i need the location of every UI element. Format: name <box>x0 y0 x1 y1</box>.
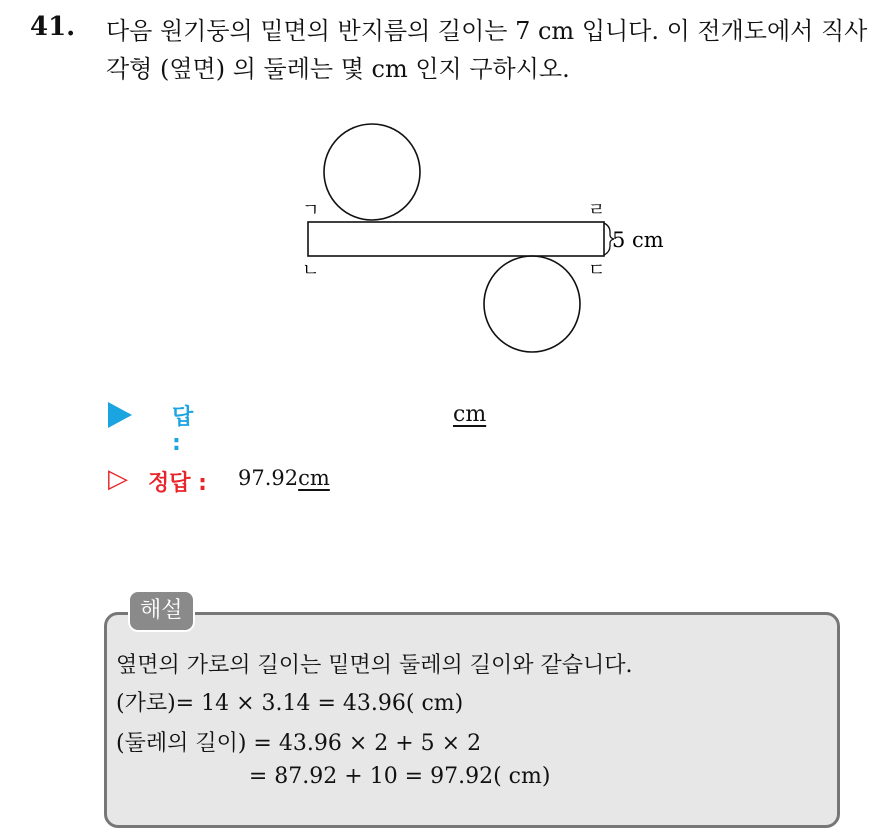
correct-value-number: 97.92 <box>238 466 299 490</box>
answer-blank-unit: cm <box>453 402 487 427</box>
height-label: 5 cm <box>612 228 664 252</box>
question-number: 41. <box>30 12 76 42</box>
cylinder-net-svg <box>290 120 680 365</box>
correct-answer-label: 정답 : <box>148 471 207 496</box>
solution-line-4: = 87.92 + 10 = 97.92( cm) <box>116 764 551 789</box>
question-text: 다음 원기둥의 밑면의 반지름의 길이는 7 cm 입니다. 이 전개도에서 직사각형 (옆면) 의 둘레는 몇 cm 인지 구하시오. <box>106 17 868 83</box>
bottom-base-circle <box>484 256 580 352</box>
label-bottom-left: ㄴ <box>302 260 320 281</box>
correct-value-unit: cm <box>298 466 330 490</box>
solution-title-tab: 해설 <box>128 590 195 632</box>
label-top-right: ㄹ <box>588 200 606 221</box>
solution-line-1: 옆면의 가로의 길이는 밑면의 둘레의 길이와 같습니다. <box>116 653 633 678</box>
cylinder-net-figure <box>290 120 680 365</box>
solution-line-3: (둘레의 길이) = 43.96 × 2 + 5 × 2 <box>116 731 482 756</box>
solution-box <box>104 612 840 828</box>
outline-triangle-icon: ▷ <box>108 464 128 494</box>
answer-label: 답 : <box>172 405 194 456</box>
solution-line-2: (가로)= 14 × 3.14 = 43.96( cm) <box>116 691 464 716</box>
label-top-left: ㄱ <box>302 200 320 221</box>
side-rectangle <box>308 222 604 256</box>
correct-answer-value <box>238 466 330 490</box>
label-bottom-right: ㄷ <box>588 260 606 281</box>
play-triangle-icon <box>108 402 132 428</box>
top-base-circle <box>324 124 420 220</box>
